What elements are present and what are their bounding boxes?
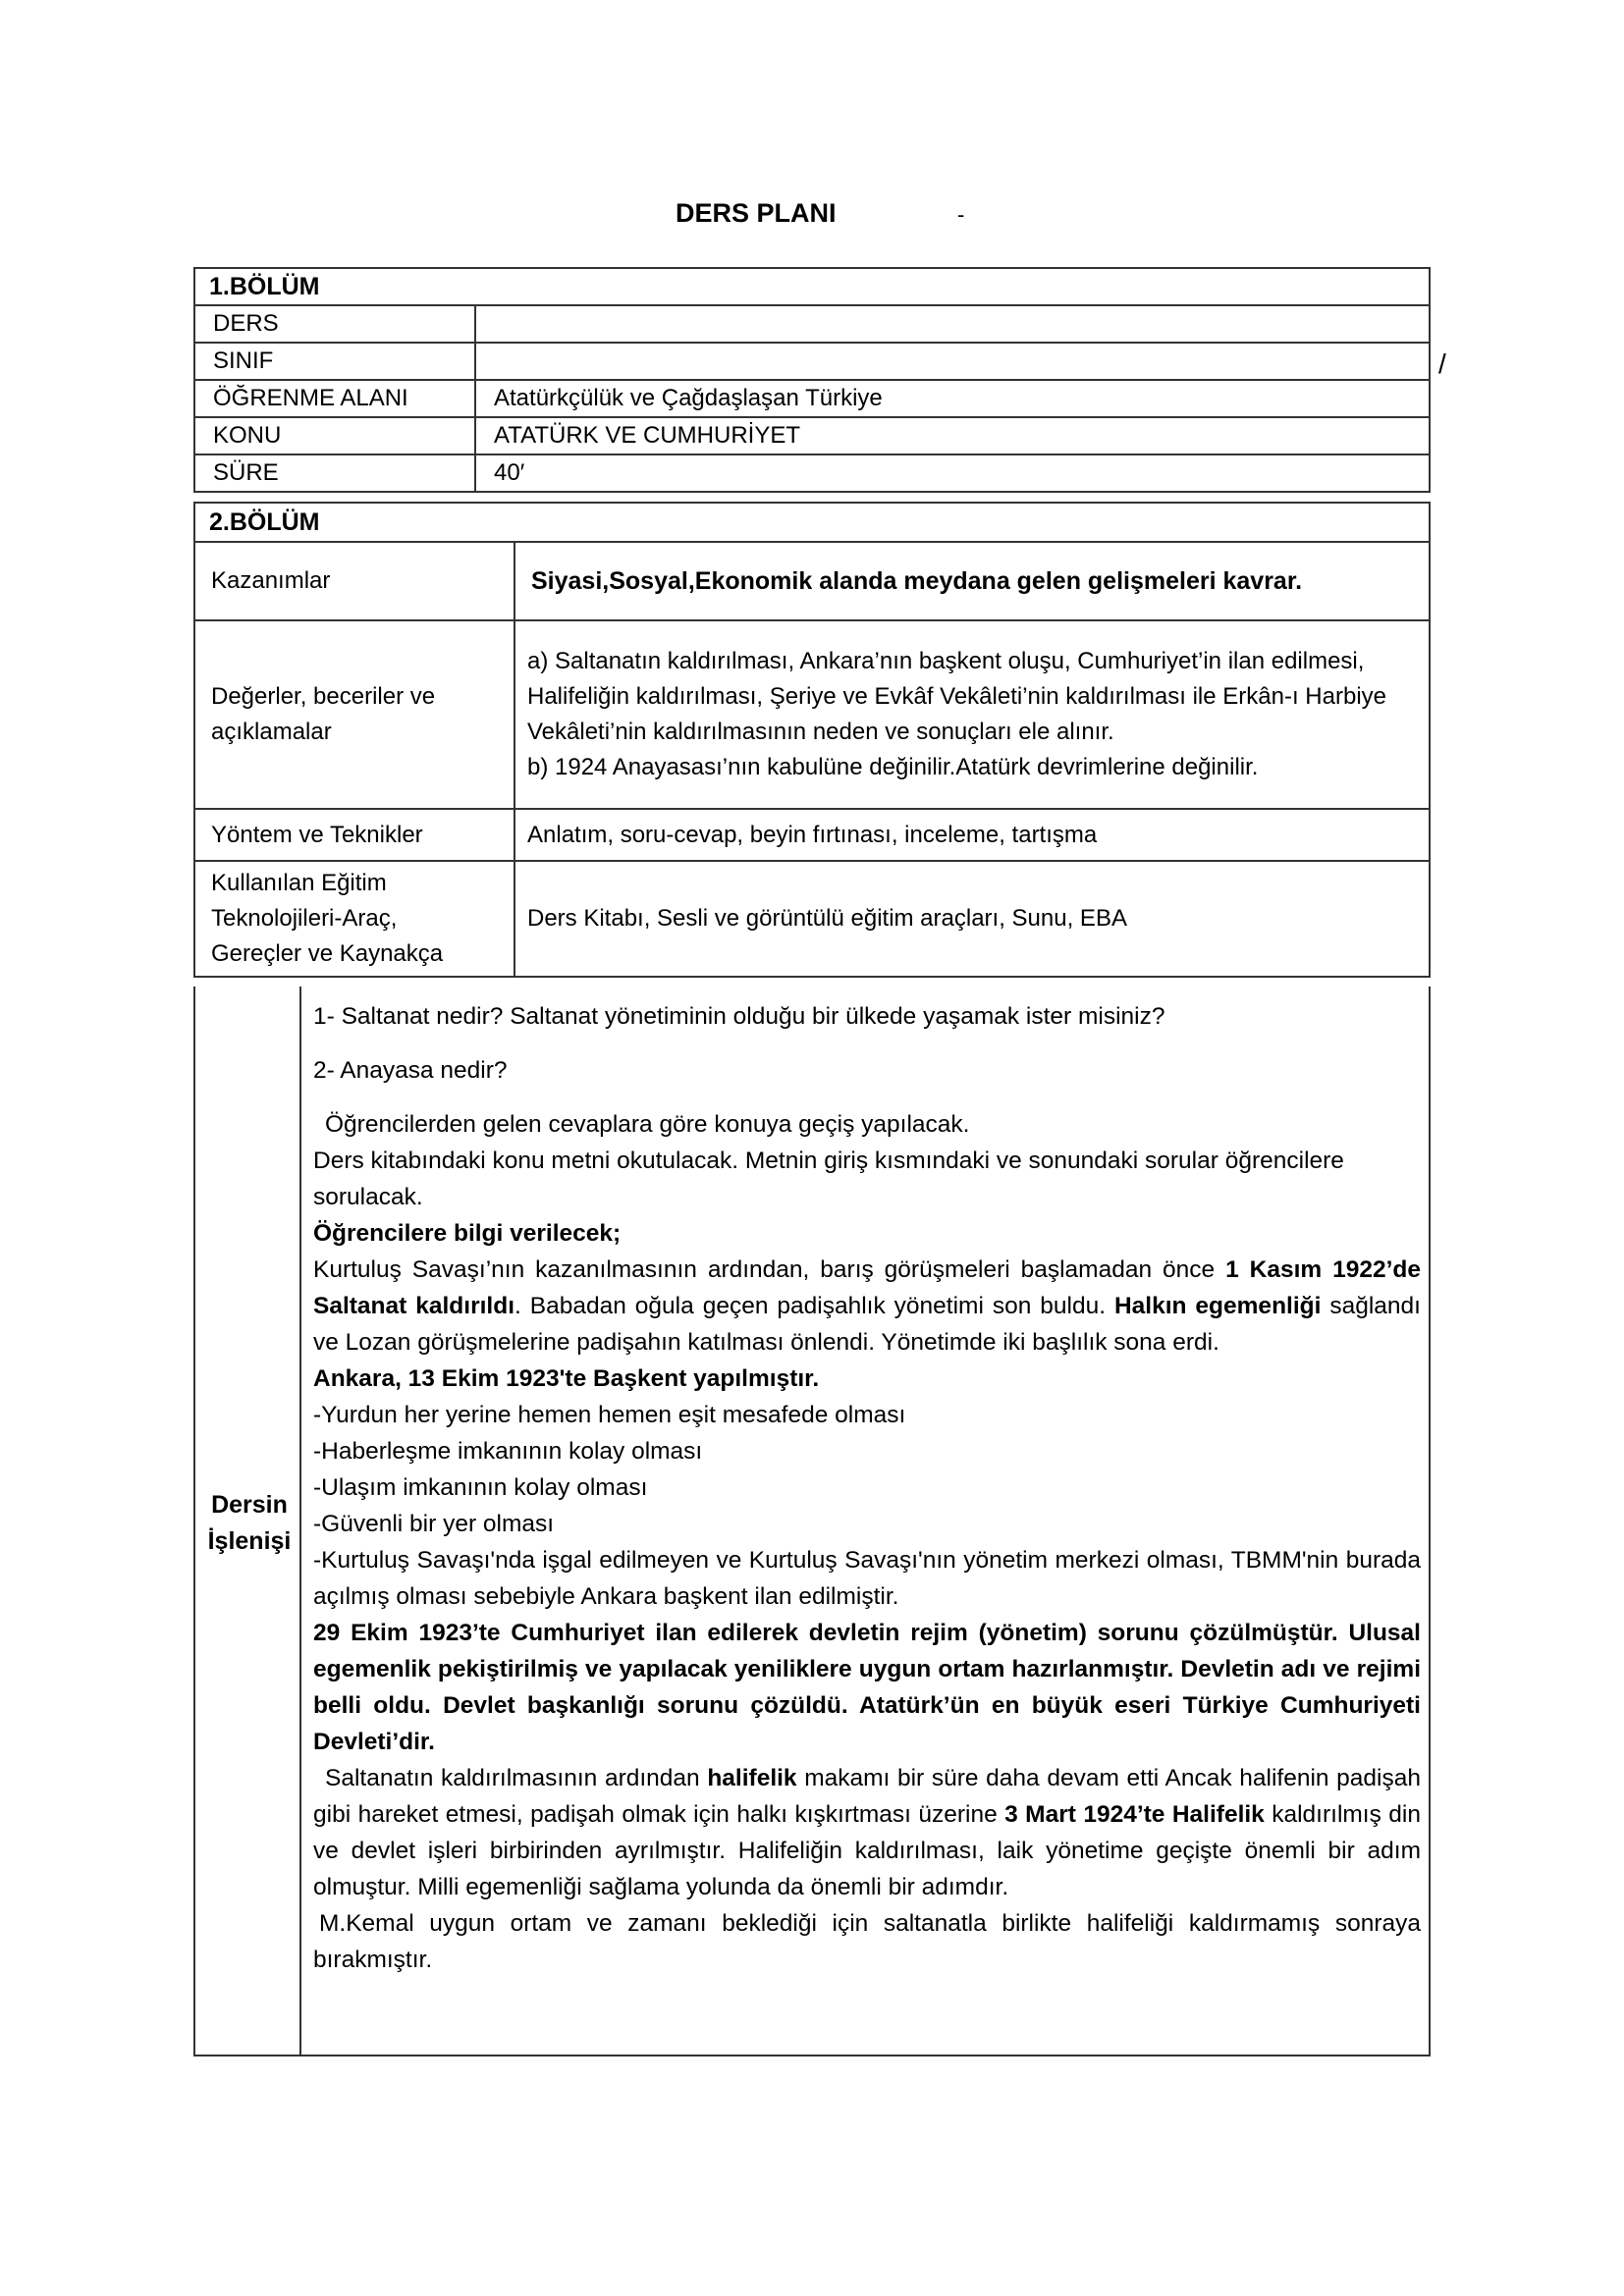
paragraph-cumhuriyet: 29 Ekim 1923’te Cumhuriyet ilan edilerek devletin rejim (yönetim) sorunu çözülmüştür. Ulusal egemenlik pekiştirilmiş ve yapılacak yeniliklere uygun ortam hazırlanmıştır. Devletin adı ve rejimi belli oldu. Devlet başkanlığı sorunu çözüldü. Atatürk’ün en büyük eseri Türkiye Cumhuriyeti Devleti’dir. [313, 1620, 1421, 1755]
saltanat-bold-1: 1 Kasım 1922’de Saltanat kaldırıldı [313, 1256, 1421, 1319]
degerler-label-line2: açıklamalar [211, 719, 332, 745]
halifelik-bold-2: 3 Mart 1924’te Halifelik [1004, 1801, 1265, 1828]
paragraph-mkemal: M.Kemal uygun ortam ve zamanı beklediği için saltanatla birlikte halifeliği kaldırmamış sonraya bırakmıştır. [313, 1910, 1421, 1973]
question-1: 1- Saltanat nedir? Saltanat yönetiminin olduğu bir ülkede yaşamak ister misiniz? [313, 1003, 1165, 1030]
row-kazanimlar [194, 542, 1430, 620]
bullet-1: -Yurdun her yerine hemen hemen eşit mesafede olması [313, 1402, 906, 1428]
degerler-value-b: b) 1924 Anayasası’nın kabulüne değinilir.Atatürk devrimlerine değinilir. [527, 754, 1259, 780]
section2-heading: 2.BÖLÜM [194, 503, 1430, 542]
paragraph-ankara-reason: -Kurtuluş Savaşı'nda işgal edilmeyen ve Kurtuluş Savaşı'nın yönetim merkezi olması, TBMM'nin burada açılmış olması sebebiyle Ankara başkent ilan edilmiştir. [313, 1547, 1421, 1610]
title-dash: - [957, 202, 965, 227]
row-ogrenme-alani [194, 380, 1430, 417]
row-ders [194, 305, 1430, 343]
bullet-2: -Haberleşme imkanının kolay olması [313, 1438, 703, 1465]
row-konu [194, 417, 1430, 454]
kullanilan-label [194, 861, 514, 977]
degerler-value[interactable] [514, 620, 1430, 809]
konu-label: KONU [194, 417, 475, 454]
question-2: 2- Anayasa nedir? [313, 1057, 508, 1084]
dersin-label-line2: İşlenişi [207, 1527, 292, 1555]
paragraph-halifelik [313, 1760, 1421, 1905]
yontem-value[interactable]: Anlatım, soru-cevap, beyin fırtınası, inceleme, tartışma [514, 809, 1430, 861]
paragraph-gecis: Öğrencilerden gelen cevaplara göre konuya geçiş yapılacak. [325, 1111, 970, 1138]
section2-table [193, 502, 1431, 978]
saltanat-text-3: sağlandı ve Lozan görüşmelerine padişahın katılması önlendi. Yönetimde iki başlılık sona erdi. [313, 1293, 1421, 1356]
kullanilan-label-line1: Kullanılan Eğitim [211, 870, 387, 896]
saltanat-text-1: Kurtuluş Savaşı’nın kazanılmasının ardından, barış görüşmeleri başlamadan önce [313, 1256, 1226, 1283]
saltanat-bold-2: Halkın egemenliği [1113, 1293, 1322, 1319]
sure-label: SÜRE [194, 454, 475, 492]
kullanilan-value[interactable]: Ders Kitabı, Sesli ve görüntülü eğitim araçları, Sunu, EBA [514, 861, 1430, 977]
dersin-islenisi-section [193, 987, 1431, 2056]
kullanilan-label-line2: Teknolojileri-Araç, [211, 905, 398, 932]
row-sinif [194, 343, 1430, 380]
bullet-3: -Ulaşım imkanının kolay olması [313, 1474, 648, 1501]
sinif-label: SINIF [194, 343, 475, 380]
kazanimlar-value[interactable]: Siyasi,Sosyal,Ekonomik alanda meydana gelen gelişmeleri kavrar. [514, 542, 1430, 620]
dersin-islenisi-label [205, 1487, 294, 1560]
degerler-label-line1: Değerler, beceriler ve [211, 683, 436, 710]
section1-heading: 1.BÖLÜM [194, 268, 1430, 305]
dersin-label-line1: Dersin [211, 1491, 288, 1519]
paragraph-bilgi-heading: Öğrencilere bilgi verilecek; [313, 1220, 622, 1247]
halifelik-text-2: makamı bir süre daha devam etti Ancak halifenin padişah gibi hareket etmesi, padişah olmak için halkı kışkırtması üzerine [313, 1765, 1421, 1828]
ogrenme-alani-value[interactable]: Atatürkçülük ve Çağdaşlaşan Türkiye [475, 380, 1430, 417]
paragraph-ankara-heading: Ankara, 13 Ekim 1923'te Başkent yapılmıştır. [313, 1365, 820, 1392]
ders-value[interactable] [475, 305, 1430, 343]
row-kullanilan [194, 861, 1430, 977]
sure-value[interactable]: 40′ [475, 454, 1430, 492]
section1-table [193, 267, 1431, 493]
ogrenme-alani-label: ÖĞRENME ALANI [194, 380, 475, 417]
bullet-4: -Güvenli bir yer olması [313, 1511, 555, 1537]
halifelik-bold-1: halifelik [707, 1765, 797, 1791]
paragraph-saltanat [313, 1252, 1421, 1361]
kazanimlar-label: Kazanımlar [194, 542, 514, 620]
saltanat-text-2: . Babadan oğula geçen padişahlık yönetimi son buldu. [514, 1293, 1114, 1319]
yontem-label: Yöntem ve Teknikler [194, 809, 514, 861]
degerler-label [194, 620, 514, 809]
dersin-islenisi-label-cell [195, 987, 301, 2055]
stray-slash: / [1438, 348, 1446, 379]
paragraph-okuma: Ders kitabındaki konu metni okutulacak. Metnin giriş kısmındaki ve sonundaki sorular öğrencilere sorulacak. [313, 1148, 1344, 1210]
halifelik-text-3: kaldırılmış din ve devlet işleri birbirinden ayrılmıştır. Halifeliğin kaldırılması, laik yönetime geçişte önemli bir adım olmuştur. Milli egemenliği sağlama yolunda da önemli bir adımdır. [313, 1801, 1421, 1900]
konu-value[interactable]: ATATÜRK VE CUMHURİYET [475, 417, 1430, 454]
sinif-value[interactable] [475, 343, 1430, 380]
halifelik-text-1: Saltanatın kaldırılmasının ardından [325, 1765, 708, 1791]
ders-label: DERS [194, 305, 475, 343]
row-sure [194, 454, 1430, 492]
document-title: DERS PLANI [676, 198, 837, 228]
dersin-islenisi-content[interactable] [313, 998, 1421, 1978]
row-yontem [194, 809, 1430, 861]
kullanilan-label-line3: Gereçler ve Kaynakça [211, 940, 444, 967]
row-degerler [194, 620, 1430, 809]
degerler-value-a: a) Saltanatın kaldırılması, Ankara’nın başkent oluşu, Cumhuriyet’in ilan edilmesi, Halifeliğin kaldırılması, Şeriye ve Evkâf Vekâleti’nin kaldırılması ile Erkân-ı Harbiye Vekâleti’nin kaldırılmasının neden ve sonuçları ele alınır. [527, 648, 1387, 745]
